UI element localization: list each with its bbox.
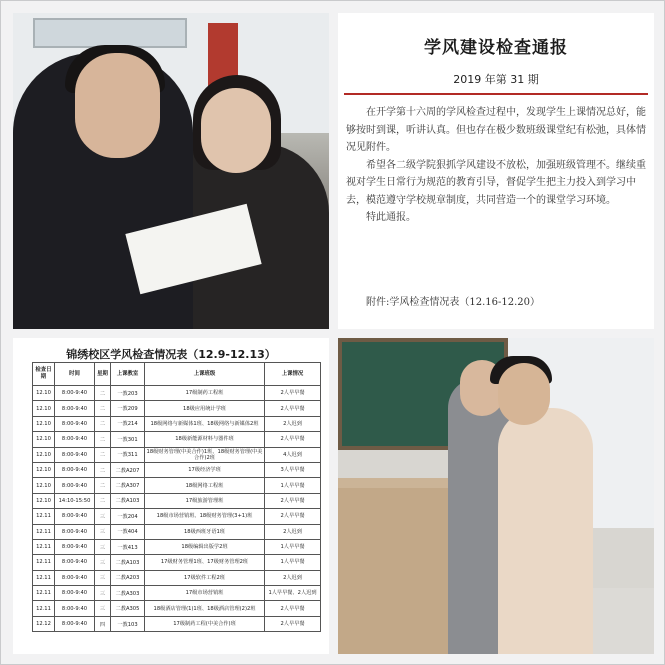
table-cell: 1人早早餐 <box>265 539 321 554</box>
header-cell: 时间 <box>55 363 95 386</box>
table-cell: 二教A103 <box>111 555 145 570</box>
table-cell: 18级西班牙语1班 <box>145 524 265 539</box>
table-row <box>33 432 321 447</box>
table-row <box>33 493 321 508</box>
table-cell: 2人迟到 <box>265 416 321 431</box>
table-cell: 三 <box>95 601 111 616</box>
table-cell: 3人早早餐 <box>265 462 321 477</box>
table-cell: 18级酒店管理(1)1班、18级酒店管理(2)2班 <box>145 601 265 616</box>
table-cell: 二教A305 <box>111 601 145 616</box>
table-cell: 三 <box>95 524 111 539</box>
table-cell: 2人迟到 <box>265 524 321 539</box>
table-cell: 12.12 <box>33 616 55 631</box>
table-cell: 8:00-9:40 <box>55 601 95 616</box>
table-body <box>33 386 321 632</box>
table-cell: 一教203 <box>111 386 145 401</box>
table-cell: 12.11 <box>33 539 55 554</box>
table-row <box>33 386 321 401</box>
notice-panel <box>338 13 654 329</box>
notice-title: 学风建设检查通报 <box>424 38 568 58</box>
table-row <box>33 616 321 631</box>
table-cell: 8:00-9:40 <box>55 509 95 524</box>
table-cell: 12.11 <box>33 555 55 570</box>
notice-paragraph: 在开学第十六周的学风检查过程中，发现学生上课情况总好，能够按时到课，听讲认真。但也存在极少数班级课堂纪有松弛，具体情况见附件。 <box>346 107 646 153</box>
table-title: 锦绣校区学风检查情况表（12.9-12.13） <box>66 348 276 361</box>
table-cell: 18级网络工程班 <box>145 478 265 493</box>
table-cell: 8:00-9:40 <box>55 570 95 585</box>
red-divider <box>344 93 648 95</box>
table-row <box>33 416 321 431</box>
header-cell: 上课情况 <box>265 363 321 386</box>
table-cell: 18级新能源材料与器件班 <box>145 432 265 447</box>
table-cell: 2人迟到 <box>265 570 321 585</box>
table-row <box>33 601 321 616</box>
table-header-row <box>33 363 321 386</box>
table-row <box>33 447 321 462</box>
table-cell: 18级应用统计学班 <box>145 401 265 416</box>
table-cell: 12.10 <box>33 416 55 431</box>
table-cell: 8:00-9:40 <box>55 524 95 539</box>
table-cell: 2人早早餐 <box>265 509 321 524</box>
table-cell: 18级网络与新媒体1班、18级网络与新媒体2班 <box>145 416 265 431</box>
table-cell: 18级市场营销班、18级财务管理(3+1)班 <box>145 509 265 524</box>
table-cell: 一教311 <box>111 447 145 462</box>
table-row <box>33 509 321 524</box>
table-row <box>33 586 321 601</box>
notice-issue: 2019 年第 31 期 <box>453 73 539 86</box>
photo-students-signing <box>338 338 654 654</box>
table-cell: 17级旅游管理班 <box>145 493 265 508</box>
table-row <box>33 462 321 477</box>
table-cell: 12.11 <box>33 586 55 601</box>
table-cell: 12.11 <box>33 601 55 616</box>
table-cell: 一教301 <box>111 432 145 447</box>
table-cell: 8:00-9:40 <box>55 555 95 570</box>
table-cell: 8:00-9:40 <box>55 462 95 477</box>
table-cell: 一教103 <box>111 616 145 631</box>
header-cell: 检查日期 <box>33 363 55 386</box>
table-cell: 一教209 <box>111 401 145 416</box>
header-cell: 上课班级 <box>145 363 265 386</box>
table-cell: 8:00-9:40 <box>55 539 95 554</box>
table-cell: 三 <box>95 539 111 554</box>
table-cell: 12.10 <box>33 432 55 447</box>
table-cell: 14:10-15:50 <box>55 493 95 508</box>
table-cell: 2人早早餐 <box>265 601 321 616</box>
table-cell: 17级软件工程2班 <box>145 570 265 585</box>
table-cell: 17级经济学班 <box>145 462 265 477</box>
table-cell: 二教A103 <box>111 493 145 508</box>
table-cell: 二 <box>95 401 111 416</box>
table-cell: 12.11 <box>33 524 55 539</box>
table-cell: 12.11 <box>33 509 55 524</box>
table-cell: 17级财务管理1班、17级财务管理2班 <box>145 555 265 570</box>
notice-paragraph: 特此通报。 <box>366 212 416 223</box>
table-cell: 8:00-9:40 <box>55 401 95 416</box>
table-cell: 12.11 <box>33 570 55 585</box>
notice-paragraph: 希望各二级学院狠抓学风建设不放松，加强班级管理不。继续重视对学生日常行为规范的教育引导，督促学生把主力投入到学习中去，模范遵守学校规章制度，共同营造一个的课堂学习环境。 <box>346 159 646 206</box>
table-cell: 一教413 <box>111 539 145 554</box>
photo-students-inspecting <box>13 13 329 329</box>
table-cell: 8:00-9:40 <box>55 478 95 493</box>
inspection-table-panel <box>13 338 329 654</box>
table-cell: 8:00-9:40 <box>55 386 95 401</box>
table-cell: 2人早早餐 <box>265 432 321 447</box>
table-cell: 18级财务管理(中美合作)1班、18级财务管理(中美合作)2班 <box>145 447 265 462</box>
table-cell: 三 <box>95 586 111 601</box>
table-cell: 一教214 <box>111 416 145 431</box>
table-row <box>33 539 321 554</box>
table-cell: 1人早早餐 <box>265 478 321 493</box>
table-cell: 2人早早餐 <box>265 401 321 416</box>
table-cell: 四 <box>95 616 111 631</box>
table-cell: 18级编辑出版学2班 <box>145 539 265 554</box>
table-cell: 17级市场营销班 <box>145 586 265 601</box>
table-cell: 一教204 <box>111 509 145 524</box>
table-cell: 12.10 <box>33 447 55 462</box>
table-cell: 二教A303 <box>111 586 145 601</box>
table-cell: 一教404 <box>111 524 145 539</box>
table-cell: 二 <box>95 478 111 493</box>
table-cell: 8:00-9:40 <box>55 432 95 447</box>
table-cell: 1人早早餐、2人迟到 <box>265 586 321 601</box>
table-cell: 8:00-9:40 <box>55 616 95 631</box>
table-row <box>33 478 321 493</box>
table-cell: 4人迟到 <box>265 447 321 462</box>
table-cell: 8:00-9:40 <box>55 447 95 462</box>
table-cell: 12.10 <box>33 478 55 493</box>
table-cell: 17级制药工程(中美合作)班 <box>145 616 265 631</box>
table-row <box>33 524 321 539</box>
table-cell: 二 <box>95 447 111 462</box>
table-cell: 二教A207 <box>111 462 145 477</box>
table-cell: 二 <box>95 493 111 508</box>
table-cell: 2人早早餐 <box>265 493 321 508</box>
table-cell: 三 <box>95 555 111 570</box>
header-cell: 星期 <box>95 363 111 386</box>
table-cell: 1人早早餐 <box>265 555 321 570</box>
table-cell: 2人早早餐 <box>265 616 321 631</box>
table-cell: 三 <box>95 570 111 585</box>
table-cell: 17级制药工程班 <box>145 386 265 401</box>
table-cell: 12.10 <box>33 401 55 416</box>
notice-body <box>346 104 646 227</box>
table-cell: 12.10 <box>33 462 55 477</box>
table-row <box>33 570 321 585</box>
inspection-table <box>32 362 321 632</box>
table-row <box>33 555 321 570</box>
table-cell: 二 <box>95 386 111 401</box>
table-cell: 12.10 <box>33 386 55 401</box>
table-cell: 二 <box>95 416 111 431</box>
header-cell: 上课教室 <box>111 363 145 386</box>
table-cell: 8:00-9:40 <box>55 586 95 601</box>
table-cell: 2人早早餐 <box>265 386 321 401</box>
table-cell: 二 <box>95 432 111 447</box>
table-cell: 二 <box>95 462 111 477</box>
table-cell: 二教A203 <box>111 570 145 585</box>
table-row <box>33 401 321 416</box>
table-cell: 12.10 <box>33 493 55 508</box>
table-cell: 二教A307 <box>111 478 145 493</box>
notice-attachment: 附件:学风检查情况表（12.16-12.20） <box>366 297 541 308</box>
table-cell: 三 <box>95 509 111 524</box>
table-cell: 8:00-9:40 <box>55 416 95 431</box>
